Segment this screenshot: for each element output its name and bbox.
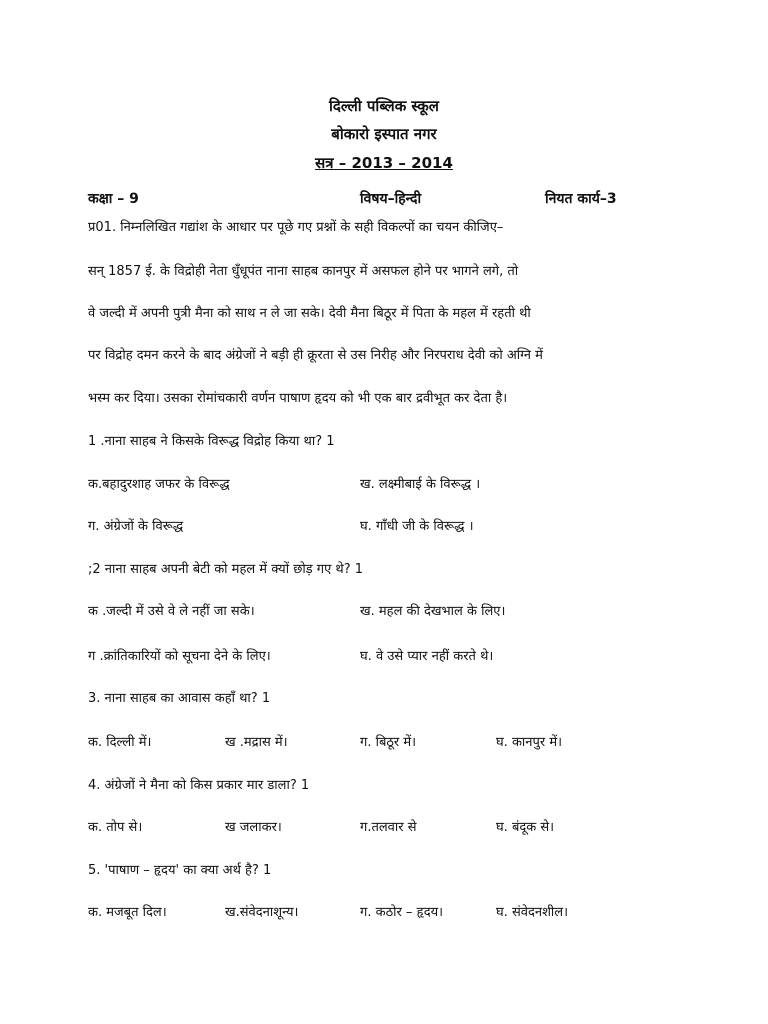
question-2: ;2 नाना साहब अपनी बेटी को महल में क्यों छोड़ गए थे? 1: [88, 562, 364, 577]
school-location: बोकारो इस्पात नगर: [331, 125, 437, 143]
q4-option-b: ख जलाकर।: [225, 820, 282, 835]
assignment-label: नियत कार्य–3: [545, 191, 617, 207]
passage-line: वे जल्दी में अपनी पुत्री मैना को साथ न ले जा सके। देवी मैना बिठूर में पिता के महल में रहती थी: [88, 306, 531, 321]
q3-option-b: ख .मद्रास में।: [225, 735, 288, 750]
q2-option-c: ग .क्रांतिकारियों को सूचना देने के लिए।: [88, 649, 271, 664]
q4-option-d: घ. बंदूक से।: [496, 820, 555, 835]
passage-line: पर विद्रोह दमन करने के बाद अंग्रेजों ने बड़ी ही क्रूरता से उस निरीह और निरपराध देवी को अग्नि में: [88, 348, 543, 363]
school-name: दिल्ली पब्लिक स्कूल: [329, 97, 439, 115]
question-3: 3. नाना साहब का आवास कहाँ था? 1: [88, 691, 271, 706]
q1-option-c: ग. अंग्रेजों के विरूद्ध: [88, 519, 184, 534]
q4-option-c: ग.तलवार से: [360, 820, 417, 835]
q4-option-a: क. तोप से।: [88, 820, 143, 835]
question-1: 1 .नाना साहब ने किसके विरूद्ध विद्रोह किया था? 1: [88, 434, 335, 449]
q1-option-b: ख. लक्ष्मीबाई के विरूद्ध ।: [360, 477, 481, 492]
q2-option-b: ख. महल की देखभाल के लिए।: [360, 604, 506, 619]
q5-option-b: ख.संवेदनाशून्य।: [225, 905, 299, 920]
session-line: [0, 152, 768, 174]
q5-option-d: घ. संवेदनशील।: [496, 905, 569, 920]
passage-line: सन् 1857 ई. के विद्रोही नेता धुँधूपंत नाना साहब कानपुर में असफल होने पर भागने लगे, तो: [88, 264, 519, 279]
q3-option-c: ग. बिठूर में।: [360, 735, 417, 750]
q5-option-c: ग. कठोर – हृदय।: [360, 905, 444, 920]
q5-option-a: क. मजबूत दिल।: [88, 905, 167, 920]
instruction: प्र01. निम्नलिखित गद्यांश के आधार पर पूछे गए प्रश्नों के सही विकल्पों का चयन कीजिए–: [88, 220, 504, 235]
passage-line: भस्म कर दिया। उसका रोमांचकारी वर्णन पाषाण हृदय को भी एक बार द्रवीभूत कर देता है।: [88, 391, 508, 406]
q2-option-a: क .जल्दी में उसे वे ले नहीं जा सके।: [88, 604, 255, 619]
question-5: 5. 'पाषाण – हृदय' का क्या अर्थ है? 1: [88, 863, 272, 878]
q2-option-d: घ. वे उसे प्यार नहीं करते थे।: [360, 649, 494, 664]
q1-option-a: क.बहादुरशाह जफर के विरूद्ध: [88, 477, 230, 492]
question-4: 4. अंग्रेजों ने मैना को किस प्रकार मार डाला? 1: [88, 778, 310, 793]
q3-option-d: घ. कानपुर में।: [496, 735, 563, 750]
session: सत्र – 2013 – 2014: [315, 154, 453, 172]
q1-option-d: घ. गाँधी जी के विरूद्ध ।: [360, 519, 474, 534]
class-label: कक्षा – 9: [88, 191, 139, 207]
q3-option-a: क. दिल्ली में।: [88, 735, 152, 750]
subject-label: विषय–हिन्दी: [360, 191, 422, 207]
